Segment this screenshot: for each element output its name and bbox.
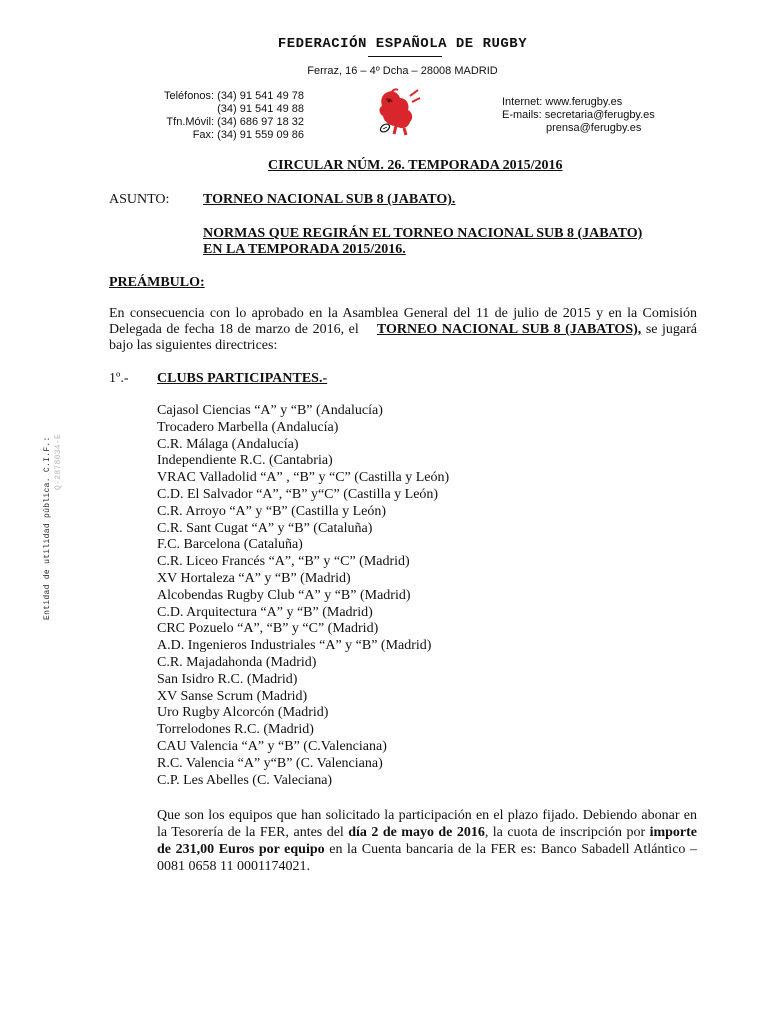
fee-amount: importe de 231,00 Euros por equipo	[157, 825, 697, 857]
club-item: F.C. Barcelona (Cataluña)	[157, 537, 303, 553]
federation-address: Ferraz, 16 – 4º Dcha – 28008 MADRID	[307, 65, 498, 77]
club-item: XV Hortaleza “A” y “B” (Madrid)	[157, 570, 351, 586]
preamble-text: se jugará bajo las siguientes directrices:	[109, 322, 698, 353]
club-item: Alcobendas Rugby Club “A” y “B” (Madrid)	[157, 587, 411, 603]
club-item: Uro Rugby Alcorcón (Madrid)	[157, 705, 329, 721]
fee-text: en la Cuenta bancaria de la FER es: Banco Sabadell Atlántico – 0081 0658 11 0001174021.	[157, 842, 697, 874]
club-item: XV Sanse Scrum (Madrid)	[157, 688, 308, 704]
subject-value: TORNEO NACIONAL SUB 8 (JABATO).	[203, 192, 456, 207]
phone-line: (34) 91 541 49 88	[217, 103, 304, 115]
club-item: A.D. Ingenieros Industriales “A” y “B” (Madrid)	[157, 638, 432, 654]
club-item: VRAC Valladolid “A” , “B” y “C” (Castilla y León)	[157, 470, 450, 486]
section-number: 1º.-	[109, 371, 129, 386]
fax-line: Fax: (34) 91 559 09 86	[192, 129, 304, 141]
club-item: R.C. Valencia “A” y“B” (C. Valenciana)	[157, 755, 383, 771]
margin-note-line: Entidad de utilidad pública. C.I.F.:	[43, 436, 52, 620]
lion-rugby-logo-icon	[374, 86, 422, 138]
email-line: prensa@ferugby.es	[546, 122, 642, 134]
mobile-line: Tfn.Móvil: (34) 686 97 18 32	[166, 116, 304, 128]
preamble-text: En consecuencia con lo aprobado en la Asamblea General del 11 de julio de 2015 y en la Comisión Delegada de fecha 18 de marzo de 2016, el	[109, 306, 697, 337]
fee-paragraph	[157, 807, 697, 875]
club-item: San Isidro R.C. (Madrid)	[157, 671, 298, 687]
email-line: E-mails: secretaria@ferugby.es	[502, 109, 655, 121]
club-item: CAU Valencia “A” y “B” (C.Valenciana)	[157, 738, 387, 754]
club-item: C.R. Sant Cugat “A” y “B” (Cataluña)	[157, 520, 373, 536]
club-item: C.D. Arquitectura “A” y “B” (Madrid)	[157, 604, 373, 620]
federation-title: FEDERACIÓN ESPAÑOLA DE RUGBY	[277, 36, 528, 52]
club-list	[157, 403, 697, 789]
club-item: CRC Pozuelo “A”, “B” y “C” (Madrid)	[157, 621, 379, 637]
club-item: C.P. Les Abelles (C. Valeciana)	[157, 772, 333, 788]
club-item: C.R. Majadahonda (Madrid)	[157, 654, 317, 670]
title-divider	[368, 56, 442, 57]
preamble-paragraph	[109, 306, 697, 354]
rules-heading	[203, 226, 703, 258]
rules-heading-line: NORMAS QUE REGIRÁN EL TORNEO NACIONAL SUB 8 (JABATO)	[203, 226, 643, 241]
phone-contacts	[120, 90, 304, 142]
fee-text: Que son los equipos que han solicitado la participación en el plazo fijado. Debiendo abonar en la Tesorería de la FER, antes del	[157, 808, 697, 840]
rules-heading-line: EN LA TEMPORADA 2015/2016.	[203, 242, 406, 257]
phone-line: Teléfonos: (34) 91 541 49 78	[163, 90, 304, 102]
preamble-heading: PREÁMBULO:	[109, 275, 205, 290]
circular-title: CIRCULAR NÚM. 26. TEMPORADA 2015/2016	[268, 158, 563, 173]
fee-text: , la cuota de inscripción por	[484, 825, 646, 840]
club-item: Torrelodones R.C. (Madrid)	[157, 722, 314, 738]
club-item: C.R. Arroyo “A” y “B” (Castilla y León)	[157, 503, 387, 519]
club-item: Trocadero Marbella (Andalucía)	[157, 419, 339, 435]
club-item: C.R. Málaga (Andalucía)	[157, 436, 299, 452]
web-contacts	[502, 96, 672, 135]
margin-legal-note	[42, 430, 66, 620]
section-title: CLUBS PARTICIPANTES.-	[157, 371, 328, 386]
subject-label: ASUNTO:	[109, 192, 170, 207]
deadline-date: día 2 de mayo de 2016	[348, 825, 485, 840]
margin-note-cif: Q-2878034-E	[54, 433, 63, 490]
club-item: C.D. El Salvador “A”, “B” y“C” (Castilla y León)	[157, 486, 439, 502]
club-item: Independiente R.C. (Cantabria)	[157, 453, 333, 469]
tournament-name: TORNEO NACIONAL SUB 8 (JABATOS),	[376, 322, 642, 337]
club-item: C.R. Liceo Francés “A”, “B” y “C” (Madrid)	[157, 554, 410, 570]
website-line: Internet: www.ferugby.es	[502, 96, 623, 108]
club-item: Cajasol Ciencias “A” y “B” (Andalucía)	[157, 403, 383, 418]
